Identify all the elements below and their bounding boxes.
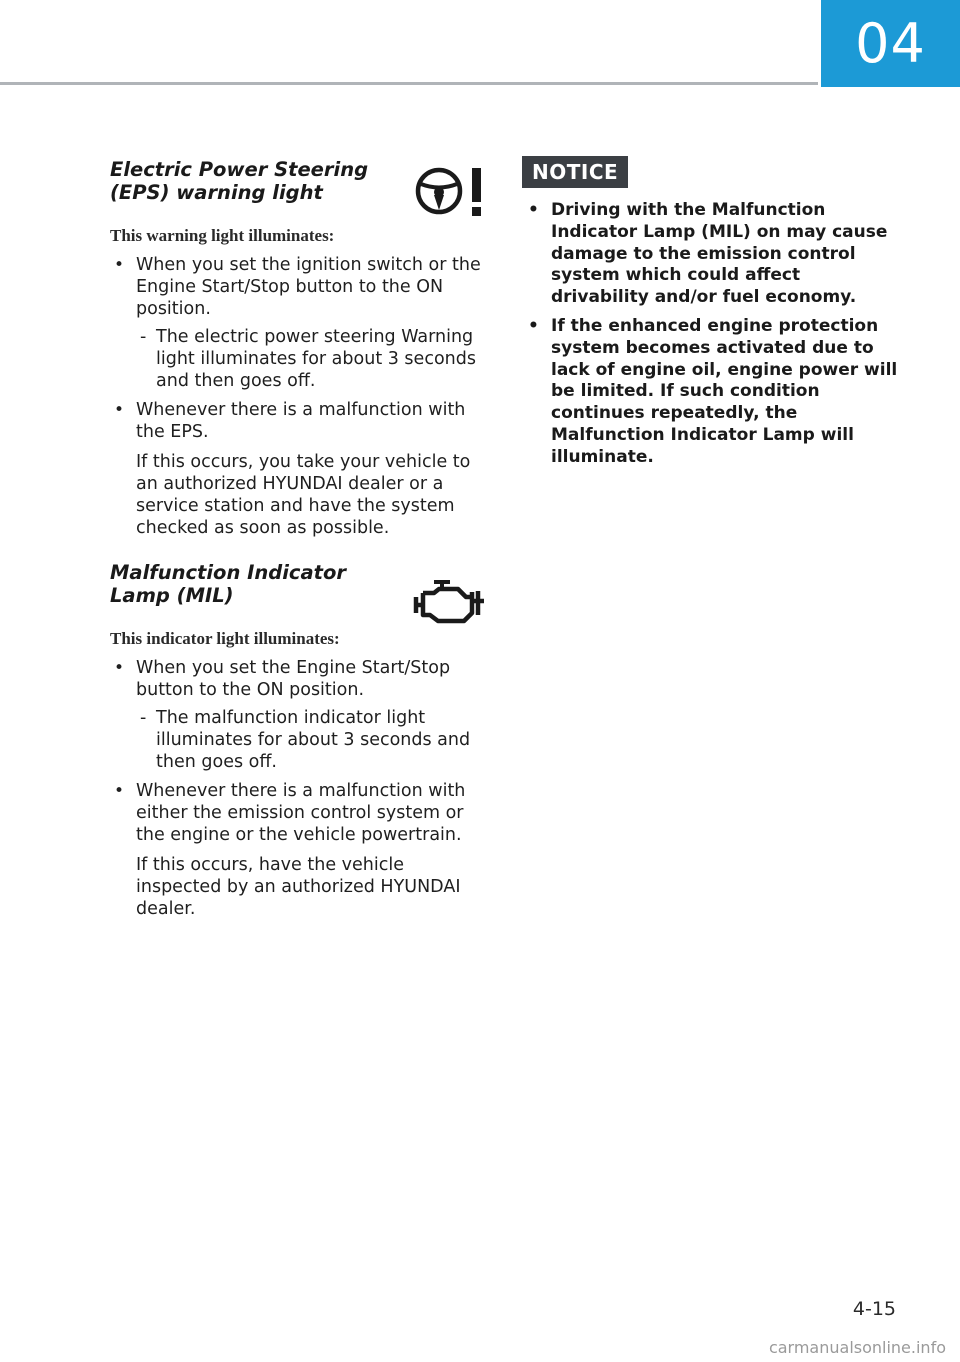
sub-item: - The electric power steering Warning light illuminates for about 3 seconds and then goes off. bbox=[136, 326, 490, 392]
paragraph: If this occurs, have the vehicle inspected by an authorized HYUNDAI dealer. bbox=[136, 855, 461, 919]
list-item: • When you set the ignition switch or the Engine Start/Stop button to the ON position. - The electric power steering Warning light illuminates for about 3 seconds and then goes off. bbox=[110, 254, 490, 392]
right-column bbox=[522, 156, 902, 476]
notice-item: • If the enhanced engine protection system becomes activated due to lack of engine oil, engine power will be limited. If such condition continues repeatedly, the Malfunction Indicator Lamp will illuminate. bbox=[522, 316, 902, 469]
eps-lead: This warning light illuminates: bbox=[110, 226, 335, 245]
list-item: • Whenever there is a malfunction with the EPS. If this occurs, you take your vehicle to an authorized HYUNDAI dealer or a service station and have the system checked as soon as possible. bbox=[110, 399, 490, 539]
notice-item: • Driving with the Malfunction Indicator Lamp (MIL) on may cause damage to the emission control system which could affect drivability and/or fuel economy. bbox=[522, 200, 902, 309]
eps-title: Electric Power Steering (EPS) warning light bbox=[110, 158, 369, 204]
mil-bullets bbox=[110, 657, 490, 920]
mil-title: Malfunction Indicator Lamp (MIL) bbox=[110, 561, 346, 607]
list-item: • Whenever there is a malfunction with either the emission control system or the engine or the vehicle powertrain. If this occurs, have the vehicle inspected by an authorized HYUNDAI dealer. bbox=[110, 780, 490, 920]
paragraph: If this occurs, you take your vehicle to an authorized HYUNDAI dealer or a service station and have the system checked as soon as possible. bbox=[136, 452, 471, 538]
list-item: • When you set the Engine Start/Stop button to the ON position. - The malfunction indicator light illuminates for about 3 seconds and then goes off. bbox=[110, 657, 490, 773]
page-number: 4-15 bbox=[852, 1298, 896, 1320]
engine-check-icon bbox=[412, 579, 488, 629]
header-rule bbox=[0, 82, 818, 85]
left-column bbox=[110, 158, 490, 927]
eps-section bbox=[110, 158, 490, 539]
steering-wheel-warning-icon bbox=[414, 164, 488, 222]
mil-section bbox=[110, 561, 490, 920]
notice-badge: NOTICE bbox=[522, 156, 628, 188]
chapter-tab: 04 bbox=[821, 0, 960, 87]
mil-lead: This indicator light illuminates: bbox=[110, 629, 340, 648]
eps-bullets bbox=[110, 254, 490, 539]
notice-list bbox=[522, 200, 902, 469]
watermark: carmanualsonline.info bbox=[768, 1338, 946, 1357]
sub-item: - The malfunction indicator light illuminates for about 3 seconds and then goes off. bbox=[136, 707, 490, 773]
